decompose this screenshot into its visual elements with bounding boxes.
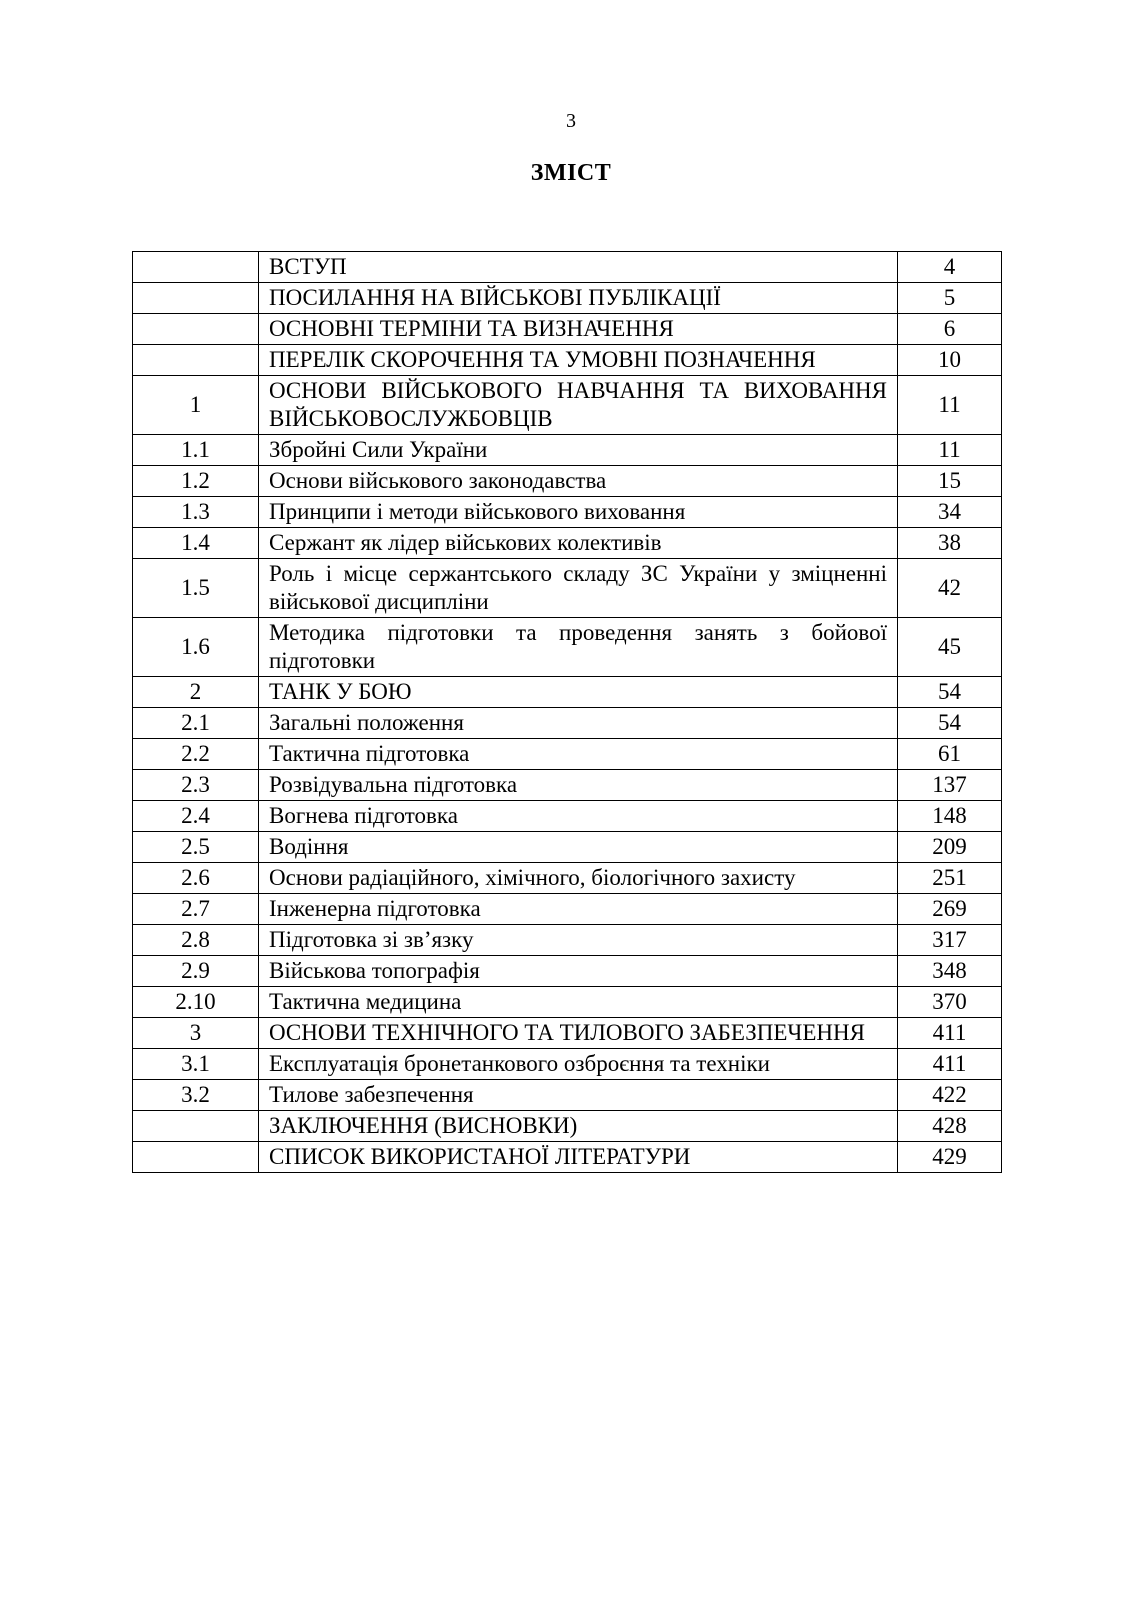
section-number: 1.6	[133, 618, 259, 677]
section-number: 1.2	[133, 466, 259, 497]
section-page: 411	[898, 1049, 1002, 1080]
section-number	[133, 1111, 259, 1142]
section-page: 370	[898, 987, 1002, 1018]
section-number: 2.10	[133, 987, 259, 1018]
section-title: Сержант як лідер військових колективів	[259, 528, 898, 559]
table-row	[133, 894, 1002, 925]
section-number: 1.1	[133, 435, 259, 466]
section-title: ТАНК У БОЮ	[259, 677, 898, 708]
section-number: 3.1	[133, 1049, 259, 1080]
section-title: СПИСОК ВИКОРИСТАНОЇ ЛІТЕРАТУРИ	[259, 1142, 898, 1173]
table-row	[133, 376, 1002, 435]
section-number: 3.2	[133, 1080, 259, 1111]
section-number	[133, 1142, 259, 1173]
section-page: 11	[898, 376, 1002, 435]
page-number: 3	[566, 110, 576, 132]
section-title: Експлуатація бронетанкового озброєння та техніки	[259, 1049, 898, 1080]
section-title: Розвідувальна підготовка	[259, 770, 898, 801]
table-of-contents	[132, 251, 1002, 1173]
section-page: 61	[898, 739, 1002, 770]
section-number: 2.6	[133, 863, 259, 894]
section-number: 2.2	[133, 739, 259, 770]
section-page: 209	[898, 832, 1002, 863]
table-row	[133, 618, 1002, 677]
section-title: ПЕРЕЛІК СКОРОЧЕННЯ ТА УМОВНІ ПОЗНАЧЕННЯ	[259, 345, 898, 376]
section-page: 38	[898, 528, 1002, 559]
section-title: Принципи і методи військового виховання	[259, 497, 898, 528]
section-title: Інженерна підготовка	[259, 894, 898, 925]
section-page: 45	[898, 618, 1002, 677]
section-page: 4	[898, 252, 1002, 283]
section-title: ОСНОВИ ВІЙСЬКОВОГО НАВЧАННЯ ТА ВИХОВАННЯ ВІЙСЬКОВОСЛУЖБОВЦІВ	[259, 376, 898, 435]
section-number: 2.8	[133, 925, 259, 956]
table-row	[133, 497, 1002, 528]
table-row	[133, 1111, 1002, 1142]
table-row	[133, 314, 1002, 345]
table-row	[133, 252, 1002, 283]
section-page: 148	[898, 801, 1002, 832]
table-row	[133, 832, 1002, 863]
section-page: 34	[898, 497, 1002, 528]
section-number: 1.4	[133, 528, 259, 559]
table-row	[133, 345, 1002, 376]
section-page: 42	[898, 559, 1002, 618]
section-title: Військова топографія	[259, 956, 898, 987]
section-page: 251	[898, 863, 1002, 894]
section-page: 411	[898, 1018, 1002, 1049]
table-row	[133, 739, 1002, 770]
table-row	[133, 801, 1002, 832]
section-title: Вогнева підготовка	[259, 801, 898, 832]
table-row	[133, 863, 1002, 894]
section-number: 3	[133, 1018, 259, 1049]
section-page: 54	[898, 708, 1002, 739]
table-row	[133, 708, 1002, 739]
section-title: Тактична підготовка	[259, 739, 898, 770]
table-row	[133, 528, 1002, 559]
section-number: 1.3	[133, 497, 259, 528]
table-row	[133, 1049, 1002, 1080]
table-row	[133, 1080, 1002, 1111]
section-title: Основи радіаційного, хімічного, біологічного захисту	[259, 863, 898, 894]
section-number: 2	[133, 677, 259, 708]
section-page: 11	[898, 435, 1002, 466]
section-title: Основи військового законодавства	[259, 466, 898, 497]
section-title: ОСНОВНІ ТЕРМІНИ ТА ВИЗНАЧЕННЯ	[259, 314, 898, 345]
section-number	[133, 314, 259, 345]
section-page: 10	[898, 345, 1002, 376]
section-page: 422	[898, 1080, 1002, 1111]
section-number: 2.3	[133, 770, 259, 801]
section-page: 269	[898, 894, 1002, 925]
section-page: 6	[898, 314, 1002, 345]
section-title: ЗАКЛЮЧЕННЯ (ВИСНОВКИ)	[259, 1111, 898, 1142]
section-title: Роль і місце сержантського складу ЗС України у зміцненні військової дисципліни	[259, 559, 898, 618]
section-title: Водіння	[259, 832, 898, 863]
table-row	[133, 987, 1002, 1018]
section-title: Підготовка зі зв’язку	[259, 925, 898, 956]
section-page: 428	[898, 1111, 1002, 1142]
section-title: Тактична медицина	[259, 987, 898, 1018]
section-page: 137	[898, 770, 1002, 801]
table-row	[133, 770, 1002, 801]
table-row	[133, 1142, 1002, 1173]
section-title: Загальні положення	[259, 708, 898, 739]
table-row	[133, 435, 1002, 466]
section-number: 2.9	[133, 956, 259, 987]
section-title: Методика підготовки та проведення занять з бойової підготовки	[259, 618, 898, 677]
section-page: 317	[898, 925, 1002, 956]
section-title: Збройні Сили України	[259, 435, 898, 466]
section-title: Тилове забезпечення	[259, 1080, 898, 1111]
page-title: ЗМІСТ	[530, 160, 612, 186]
section-page: 5	[898, 283, 1002, 314]
table-row	[133, 283, 1002, 314]
section-number: 1	[133, 376, 259, 435]
section-title: ВСТУП	[259, 252, 898, 283]
table-row	[133, 559, 1002, 618]
section-number: 2.1	[133, 708, 259, 739]
section-number	[133, 252, 259, 283]
section-title: ОСНОВИ ТЕХНІЧНОГО ТА ТИЛОВОГО ЗАБЕЗПЕЧЕННЯ	[259, 1018, 898, 1049]
table-row	[133, 925, 1002, 956]
section-number: 2.5	[133, 832, 259, 863]
section-page: 54	[898, 677, 1002, 708]
section-number: 1.5	[133, 559, 259, 618]
section-page: 15	[898, 466, 1002, 497]
section-page: 429	[898, 1142, 1002, 1173]
section-number: 2.7	[133, 894, 259, 925]
section-page: 348	[898, 956, 1002, 987]
section-number	[133, 283, 259, 314]
table-row	[133, 956, 1002, 987]
table-row	[133, 466, 1002, 497]
section-title: ПОСИЛАННЯ НА ВІЙСЬКОВІ ПУБЛІКАЦІЇ	[259, 283, 898, 314]
section-number	[133, 345, 259, 376]
table-row	[133, 677, 1002, 708]
table-row	[133, 1018, 1002, 1049]
section-number: 2.4	[133, 801, 259, 832]
